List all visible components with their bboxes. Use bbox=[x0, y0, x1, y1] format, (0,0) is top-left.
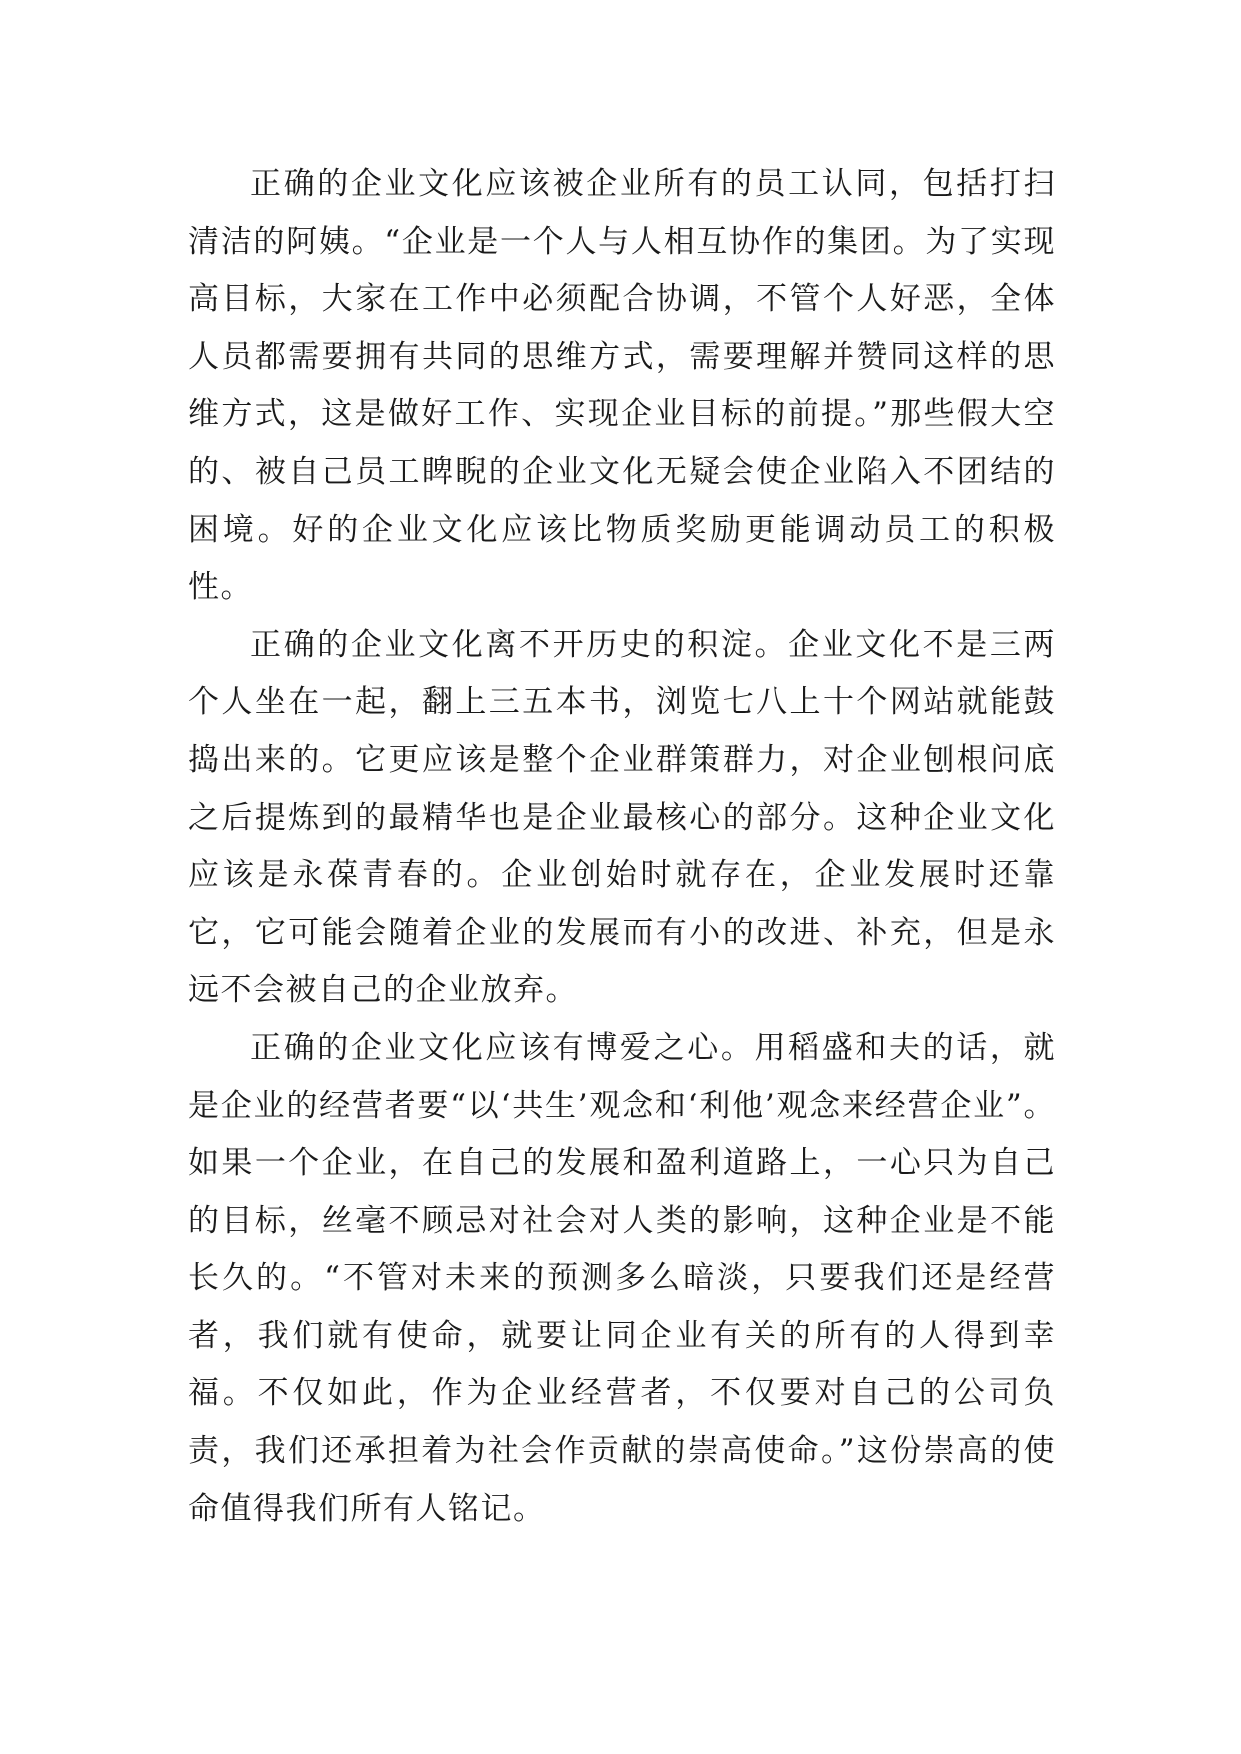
paragraph-universal-love: 正确的企业文化应该有博爱之心。用稻盛和夫的话，就是企业的经营者要“以‘共生’观念和‘利他’观念来经营企业”。如果一个企业，在自己的发展和盈利道路上，一心只为自己的目标，丝毫不顾忌对社会对人类的影响，这种企业是不能长久的。“不管对未来的预测多么暗淡，只要我们还是经营者，我们就有使命，就要让同企业有关的所有的人得到幸福。不仅如此，作为企业经营者，不仅要对自己的公司负责，我们还承担着为社会作贡献的崇高使命。”这份崇高的使命值得我们所有人铭记。 bbox=[188, 1029, 1056, 1527]
document-body bbox=[188, 156, 1056, 1538]
paragraph-historical-accumulation: 正确的企业文化离不开历史的积淀。企业文化不是三两个人坐在一起，翻上三五本书，浏览七八上十个网站就能鼓捣出来的。它更应该是整个企业群策群力，对企业刨根问底之后提炼到的最精华也是企业最核心的部分。这种企业文化应该是永葆青春的。企业创始时就存在，企业发展时还靠它，它可能会随着企业的发展而有小的改进、补充，但是永远不会被自己的企业放弃。 bbox=[188, 626, 1056, 1009]
paragraph-employee-recognition: 正确的企业文化应该被企业所有的员工认同，包括打扫清洁的阿姨。“企业是一个人与人相互协作的集团。为了实现高目标，大家在工作中必须配合协调，不管个人好恶，全体人员都需要拥有共同的思维方式，需要理解并赞同这样的思维方式，这是做好工作、实现企业目标的前提。”那些假大空的、被自己员工睥睨的企业文化无疑会使企业陷入不团结的困境。好的企业文化应该比物质奖励更能调动员工的积极性。 bbox=[188, 166, 1056, 606]
